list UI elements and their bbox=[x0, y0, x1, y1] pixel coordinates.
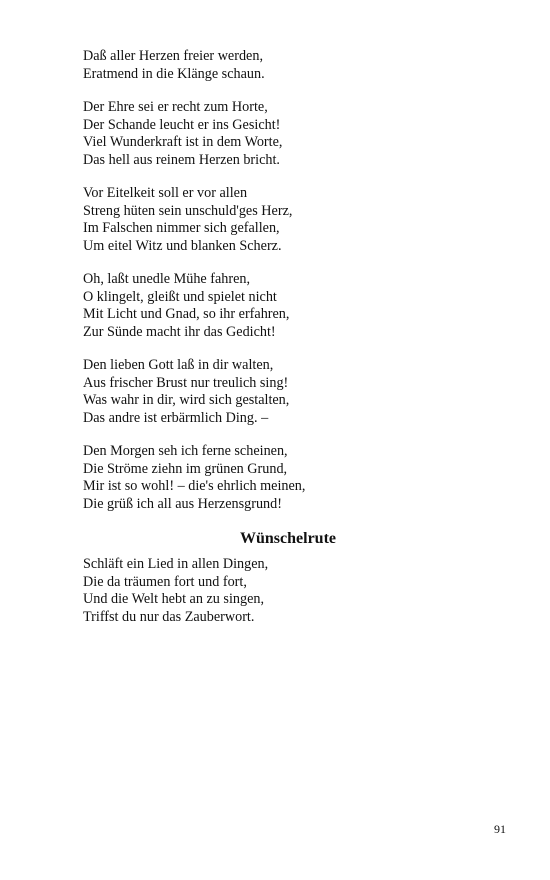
verse-line: Triffst du nur das Zauberwort. bbox=[83, 608, 255, 625]
verse-line: Um eitel Witz und blanken Scherz. bbox=[83, 237, 282, 254]
verse-line: Streng hüten sein unschuld'ges Herz, bbox=[83, 202, 293, 219]
verse-line: Viel Wunderkraft ist in dem Worte, bbox=[83, 134, 283, 150]
stanza-5 bbox=[83, 357, 463, 427]
verse-line: Mir ist so wohl! – die's ehrlich meinen, bbox=[83, 478, 306, 494]
verse-line: Vor Eitelkeit soll er vor allen bbox=[83, 185, 248, 201]
verse-line: Was wahr in dir, wird sich gestalten, bbox=[83, 392, 290, 408]
verse-line: Der Ehre sei er recht zum Horte, bbox=[83, 99, 268, 115]
stanza-6 bbox=[83, 443, 463, 513]
poem2-stanza bbox=[83, 556, 463, 626]
verse-line: Im Falschen nimmer sich gefallen, bbox=[83, 220, 280, 236]
verse-line: Zur Sünde macht ihr das Gedicht! bbox=[83, 323, 276, 340]
verse-line: Die Ströme ziehn im grünen Grund, bbox=[83, 460, 288, 477]
verse-line: Die grüß ich all aus Herzensgrund! bbox=[83, 495, 282, 512]
verse-line: Den Morgen seh ich ferne scheinen, bbox=[83, 443, 288, 459]
verse-line: Eratmend in die Klänge schaun. bbox=[83, 65, 265, 82]
stanza-4 bbox=[83, 271, 463, 341]
verse-line: Die da träumen fort und fort, bbox=[83, 573, 247, 590]
verse-line: Das andre ist erbärmlich Ding. – bbox=[83, 409, 269, 426]
verse-line: Mit Licht und Gnad, so ihr erfahren, bbox=[83, 306, 290, 322]
stanza-2 bbox=[83, 99, 463, 169]
verse-line: Das hell aus reinem Herzen bricht. bbox=[83, 151, 280, 168]
verse-line: Der Schande leucht er ins Gesicht! bbox=[83, 116, 281, 133]
page-number: 91 bbox=[494, 822, 506, 836]
verse-line: O klingelt, gleißt und spielet nicht bbox=[83, 288, 277, 305]
verse-line: Und die Welt hebt an zu singen, bbox=[83, 591, 265, 607]
verse-line: Aus frischer Brust nur treulich sing! bbox=[83, 374, 289, 391]
poem-text bbox=[83, 48, 463, 642]
verse-line: Oh, laßt unedle Mühe fahren, bbox=[83, 271, 251, 287]
poem-title: Wünschelrute bbox=[240, 530, 336, 547]
stanza-1 bbox=[83, 48, 463, 83]
stanza-3 bbox=[83, 185, 463, 255]
verse-line: Den lieben Gott laß in dir walten, bbox=[83, 357, 274, 373]
verse-line: Schläft ein Lied in allen Dingen, bbox=[83, 556, 269, 572]
verse-line: Daß aller Herzen freier werden, bbox=[83, 48, 263, 64]
